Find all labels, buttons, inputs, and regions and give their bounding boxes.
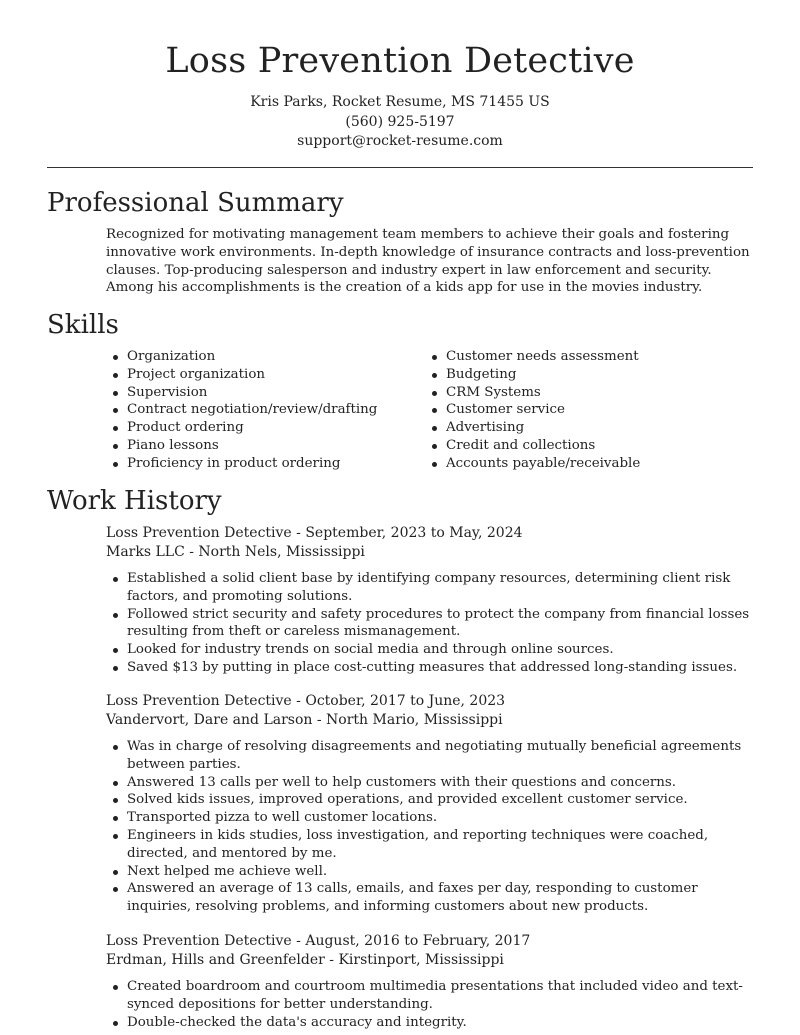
summary-text: Recognized for motivating management team members to achieve their goals and fostering innovative work environments. In-depth knowledge of insurance contracts and loss-prevention clauses. Top-producing salesperson and industry expert in law enforcement and security. Among his accomplishments is the creation of a kids app for use in the movies industry. xyxy=(106,227,750,296)
job-bullet: Was in charge of resolving disagreements and negotiating mutually beneficial agreements between parties. xyxy=(106,738,756,774)
skill-item: Customer service xyxy=(425,401,725,419)
job-title-line: Loss Prevention Detective - October, 2017 to June, 2023 xyxy=(106,693,506,709)
job-bullet: Answered 13 calls per well to help customers with their questions and concerns. xyxy=(106,774,756,792)
skill-item: Piano lessons xyxy=(106,437,406,455)
skill-item: Budgeting xyxy=(425,366,725,384)
job-bullet-list xyxy=(106,978,756,1031)
job-company-line: Marks LLC - North Nels, Mississippi xyxy=(106,544,365,560)
section-heading-summary: Professional Summary xyxy=(47,188,344,218)
contact-phone: (560) 925-5197 xyxy=(345,114,455,130)
job-company-line: Vandervort, Dare and Larson - North Mario, Mississippi xyxy=(106,712,503,728)
skill-item: Customer needs assessment xyxy=(425,348,725,366)
job-bullet: Engineers in kids studies, loss investigation, and reporting techniques were coached, directed, and mentored by me. xyxy=(106,827,756,863)
skill-item: Project organization xyxy=(106,366,406,384)
job-bullet: Created boardroom and courtroom multimedia presentations that included video and text-synced depositions for better understanding. xyxy=(106,978,756,1014)
job-title-line: Loss Prevention Detective - August, 2016 to February, 2017 xyxy=(106,933,531,949)
skill-item: Contract negotiation/review/drafting xyxy=(106,401,406,419)
page-title: Loss Prevention Detective xyxy=(165,41,635,81)
job-bullet: Saved $13 by putting in place cost-cutting measures that addressed long-standing issues. xyxy=(106,659,756,677)
job-company-line: Erdman, Hills and Greenfelder - Kirstinport, Mississippi xyxy=(106,952,504,968)
section-heading-work-history: Work History xyxy=(47,486,222,516)
contact-email: support@rocket-resume.com xyxy=(297,133,503,149)
job-bullet: Double-checked the data's accuracy and integrity. xyxy=(106,1014,756,1032)
section-heading-skills: Skills xyxy=(47,310,119,340)
job-bullet: Followed strict security and safety procedures to protect the company from financial losses resulting from theft or careless mismanagement. xyxy=(106,606,756,642)
contact-address: Kris Parks, Rocket Resume, MS 71455 US xyxy=(250,94,550,110)
job-bullet: Looked for industry trends on social media and through online sources. xyxy=(106,641,756,659)
skill-item: Proficiency in product ordering xyxy=(106,455,406,473)
job-bullet: Answered an average of 13 calls, emails, and faxes per day, responding to customer inquiries, resolving problems, and informing customers about new products. xyxy=(106,880,756,916)
job-bullet-list xyxy=(106,570,756,677)
header-divider xyxy=(47,167,753,168)
skill-item: Organization xyxy=(106,348,406,366)
skill-item: Supervision xyxy=(106,384,406,402)
skills-list-right xyxy=(425,348,725,473)
skill-item: Advertising xyxy=(425,419,725,437)
job-bullet: Next helped me achieve well. xyxy=(106,863,756,881)
job-bullet: Transported pizza to well customer locations. xyxy=(106,809,756,827)
skills-list-left xyxy=(106,348,406,473)
job-title-line: Loss Prevention Detective - September, 2023 to May, 2024 xyxy=(106,525,523,541)
skill-item: Product ordering xyxy=(106,419,406,437)
job-bullet: Solved kids issues, improved operations, and provided excellent customer service. xyxy=(106,791,756,809)
skill-item: CRM Systems xyxy=(425,384,725,402)
skill-item: Accounts payable/receivable xyxy=(425,455,725,473)
job-bullet: Established a solid client base by identifying company resources, determining client risk factors, and promoting solutions. xyxy=(106,570,756,606)
job-bullet-list xyxy=(106,738,756,916)
skill-item: Credit and collections xyxy=(425,437,725,455)
